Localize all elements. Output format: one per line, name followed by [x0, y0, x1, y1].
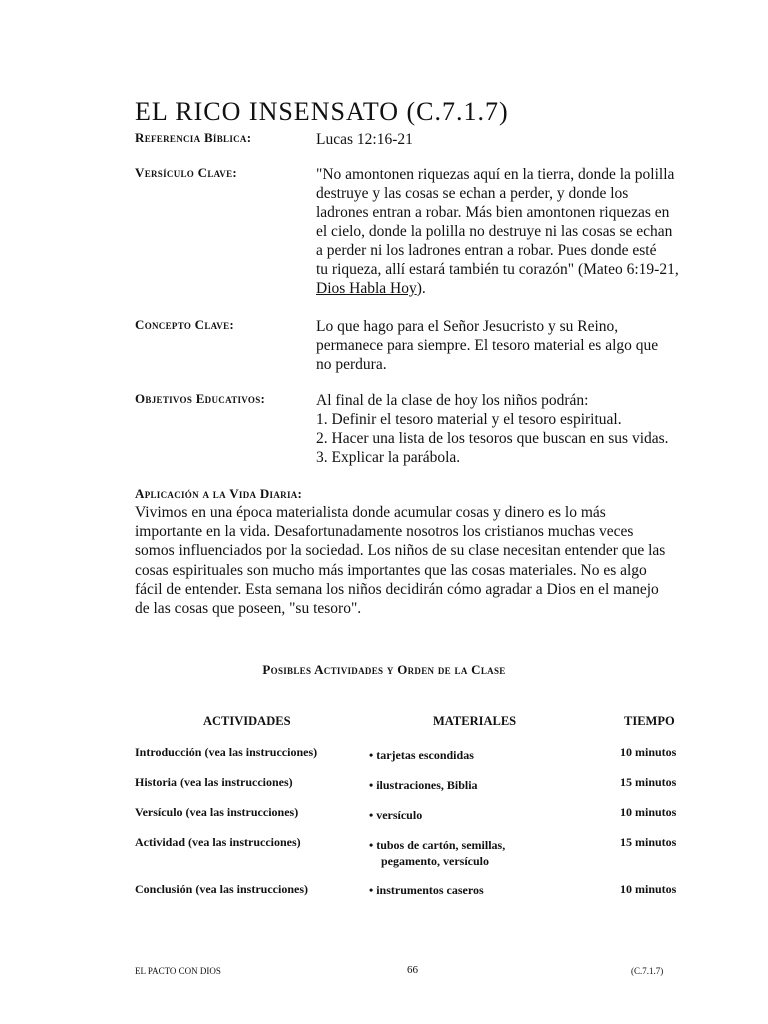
concepto-line: Lo que hago para el Señor Jesucristo y su Reino,: [316, 318, 619, 335]
versiculo-tail: ).: [416, 280, 426, 297]
actividad-cell: Introducción (vea las instrucciones): [135, 745, 318, 759]
versiculo-line: destruye y las cosas se echan a perder, y donde los: [316, 185, 629, 202]
materiales-cell: [369, 777, 569, 793]
tiempo-cell: 10 minutos: [620, 882, 677, 896]
page-number: 66: [407, 964, 418, 976]
material-line: • instrumentos caseros: [369, 883, 484, 897]
material-line: • ilustraciones, Biblia: [369, 778, 478, 792]
objetivos-value: [316, 391, 706, 467]
objetivos-label: Objetivos Educativos:: [135, 391, 266, 406]
aplicacion-line: importante en la vida. Desafortunadamente nosotros los cristianos muchas veces: [135, 523, 634, 541]
concepto-value: [316, 317, 706, 374]
material-line: • tubos de cartón, semillas,: [369, 838, 506, 852]
tiempo-cell: 15 minutos: [620, 835, 677, 849]
actividades-section-title: Posibles Actividades y Orden de la Clase: [262, 662, 506, 677]
header-materiales: MATERIALES: [433, 714, 517, 728]
tiempo-cell: 15 minutos: [620, 775, 677, 789]
versiculo-line: "No amontonen riquezas aquí en la tierra, donde la polilla: [316, 166, 675, 183]
aplicacion-line: somos influenciados por la sociedad. Los niños de su clase necesitan entender que las: [135, 542, 666, 560]
versiculo-line: a perder ni los ladrones entran a robar. Pues donde esté: [316, 242, 657, 259]
versiculo-line: tu riqueza, allí estará también tu corazón" (Mateo 6:19-21,: [316, 261, 679, 278]
objetivos-line: 1. Definir el tesoro material y el tesoro espiritual.: [316, 411, 622, 428]
versiculo-line: ladrones entran a robar. Más bien amontonen riquezas en: [316, 204, 670, 221]
aplicacion-line: Vivimos en una época materialista donde acumular cosas y dinero es lo más: [135, 504, 606, 521]
versiculo-line-last: [316, 279, 706, 298]
footer-lesson-code: (C.7.1.7): [631, 966, 664, 976]
concepto-line: permanece para siempre. El tesoro material es algo que: [316, 337, 659, 354]
aplicacion-line: de las cosas que poseen, "su tesoro".: [135, 600, 362, 618]
objetivos-line: Al final de la clase de hoy los niños podrán:: [316, 392, 589, 409]
page-title: EL RICO INSENSATO (C.7.1.7): [135, 97, 509, 127]
aplicacion-label: Aplicación a la Vida Diaria:: [135, 486, 303, 501]
header-tiempo: TIEMPO: [624, 714, 675, 728]
materiales-cell: [369, 747, 569, 763]
materiales-cell: [369, 837, 569, 869]
tiempo-cell: 10 minutos: [620, 805, 677, 819]
materiales-cell: [369, 882, 569, 898]
actividad-cell: Historia (vea las instrucciones): [135, 775, 293, 789]
material-line: • versículo: [369, 808, 423, 822]
header-actividades: ACTIVIDADES: [203, 714, 291, 728]
versiculo-value: [316, 165, 706, 298]
material-line: pegamento, versículo: [381, 854, 489, 868]
actividad-cell: Versículo (vea las instrucciones): [135, 805, 299, 819]
concepto-label: Concepto Clave:: [135, 317, 235, 332]
materiales-cell: [369, 807, 569, 823]
aplicacion-text: [135, 503, 715, 618]
bible-version-link: Dios Habla Hoy: [316, 280, 417, 297]
actividad-cell: Conclusión (vea las instrucciones): [135, 882, 309, 896]
footer-series-title: EL PACTO CON DIOS: [135, 966, 221, 976]
aplicacion-line: fácil de entender. Esta semana los niños decidirán cómo agradar a Dios en el manejo: [135, 580, 659, 598]
material-line: • tarjetas escondidas: [369, 748, 474, 762]
aplicacion-line: cosas espirituales son mucho más importantes que las cosas materiales. No es algo: [135, 561, 647, 579]
concepto-line: no perdura.: [316, 356, 387, 373]
objetivos-line: 2. Hacer una lista de los tesoros que buscan en sus vidas.: [316, 430, 669, 447]
objetivos-line: 3. Explicar la parábola.: [316, 449, 461, 466]
versiculo-label: Versículo Clave:: [135, 165, 238, 180]
actividad-cell: Actividad (vea las instrucciones): [135, 835, 301, 849]
referencia-value: Lucas 12:16-21: [316, 131, 413, 148]
referencia-label: Referencia Bíblica:: [135, 130, 252, 145]
tiempo-cell: 10 minutos: [620, 745, 677, 759]
versiculo-line: el cielo, donde la polilla no destruye ni las cosas se echan: [316, 223, 673, 240]
